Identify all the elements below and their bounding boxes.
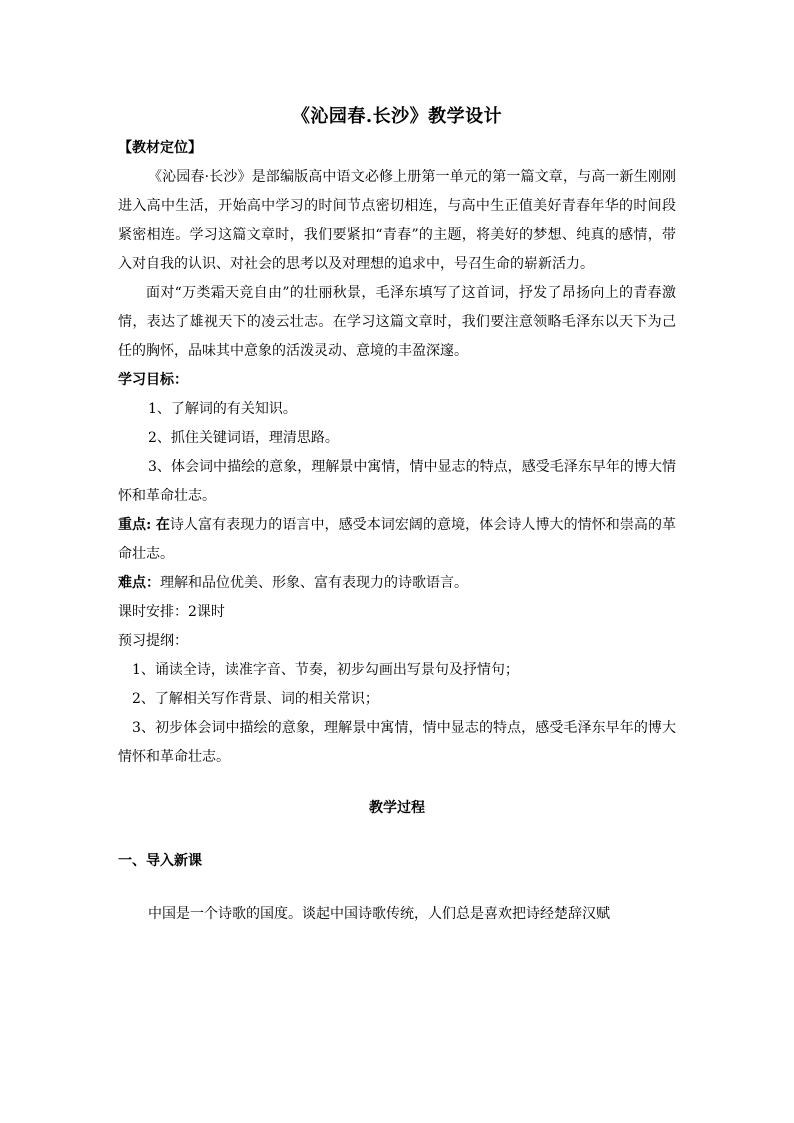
document-body xyxy=(118,100,676,929)
preview-item-1: 1、诵读全诗，读准字音、节奏，初步勾画出写景句及抒情句； xyxy=(132,662,519,678)
preview-item-2: 2、了解相关写作背景、词的相关常识； xyxy=(132,691,379,707)
textbook-paragraph-2: 面对“万类霜天竞自由”的壮丽秋景，毛泽东填写了这首词，抒发了昂扬向上的青春激情，表达了雄视天下的凌云壮志。在学习这篇文章时，我们要注意领略毛泽东以天下为己任的胸怀，品味其中意象的活泼灵动、意境的丰盈深邃。 xyxy=(118,285,676,359)
textbook-heading: 【教材定位】 xyxy=(118,140,202,156)
preview-heading: 预习提纲： xyxy=(118,633,188,649)
goal-item-1: 1、了解词的有关知识。 xyxy=(148,401,297,417)
section-1-text: 中国是一个诗歌的国度。谈起中国诗歌传统，人们总是喜欢把诗经楚辞汉赋 xyxy=(148,906,610,922)
preview-item-3: 3、初步体会词中描绘的意象，理解景中寓情，情中显志的特点，感受毛泽东早年的博大情怀和革命壮志。 xyxy=(118,720,676,765)
goals-heading: 学习目标： xyxy=(118,372,188,388)
difficulty-label: 难点： xyxy=(118,575,160,591)
goal-item-3: 3、体会词中描绘的意象，理解景中寓情，情中显志的特点，感受毛泽东早年的博大情怀和革命壮志。 xyxy=(118,459,676,504)
key-point-text: 诗人富有表现力的语言中，感受本词宏阔的意境，体会诗人博大的情怀和崇高的革命壮志。 xyxy=(118,517,677,562)
schedule: 课时安排：2课时 xyxy=(118,604,225,620)
difficulty-text: 理解和品位优美、形象、富有表现力的诗歌语言。 xyxy=(160,575,468,591)
goal-item-2: 2、抓住关键词语，理清思路。 xyxy=(148,430,339,446)
section-1-heading: 一、导入新课 xyxy=(118,853,202,869)
process-heading: 教学过程 xyxy=(369,800,425,816)
difficulty-point xyxy=(118,569,676,598)
key-point xyxy=(118,511,676,569)
textbook-paragraph-1: 《沁园春·长沙》是部编版高中语文必修上册第一单元的第一篇文章，与高一新生刚刚进入高中生活，开始高中学习的时间节点密切相连，与高中生正值美好青春年华的时间段紧密相连。学习这篇文章时，我们要紧扣“青春”的主题，将美好的梦想、纯真的感情，带入对自我的认识、对社会的思考以及对理想的追求中，号召生命的崭新活力。 xyxy=(118,169,676,272)
key-point-label: 重点: xyxy=(118,517,152,533)
key-point-bold-word: 在 xyxy=(155,517,170,533)
document-title: 《沁园春.长沙》教学设计 xyxy=(291,106,503,127)
